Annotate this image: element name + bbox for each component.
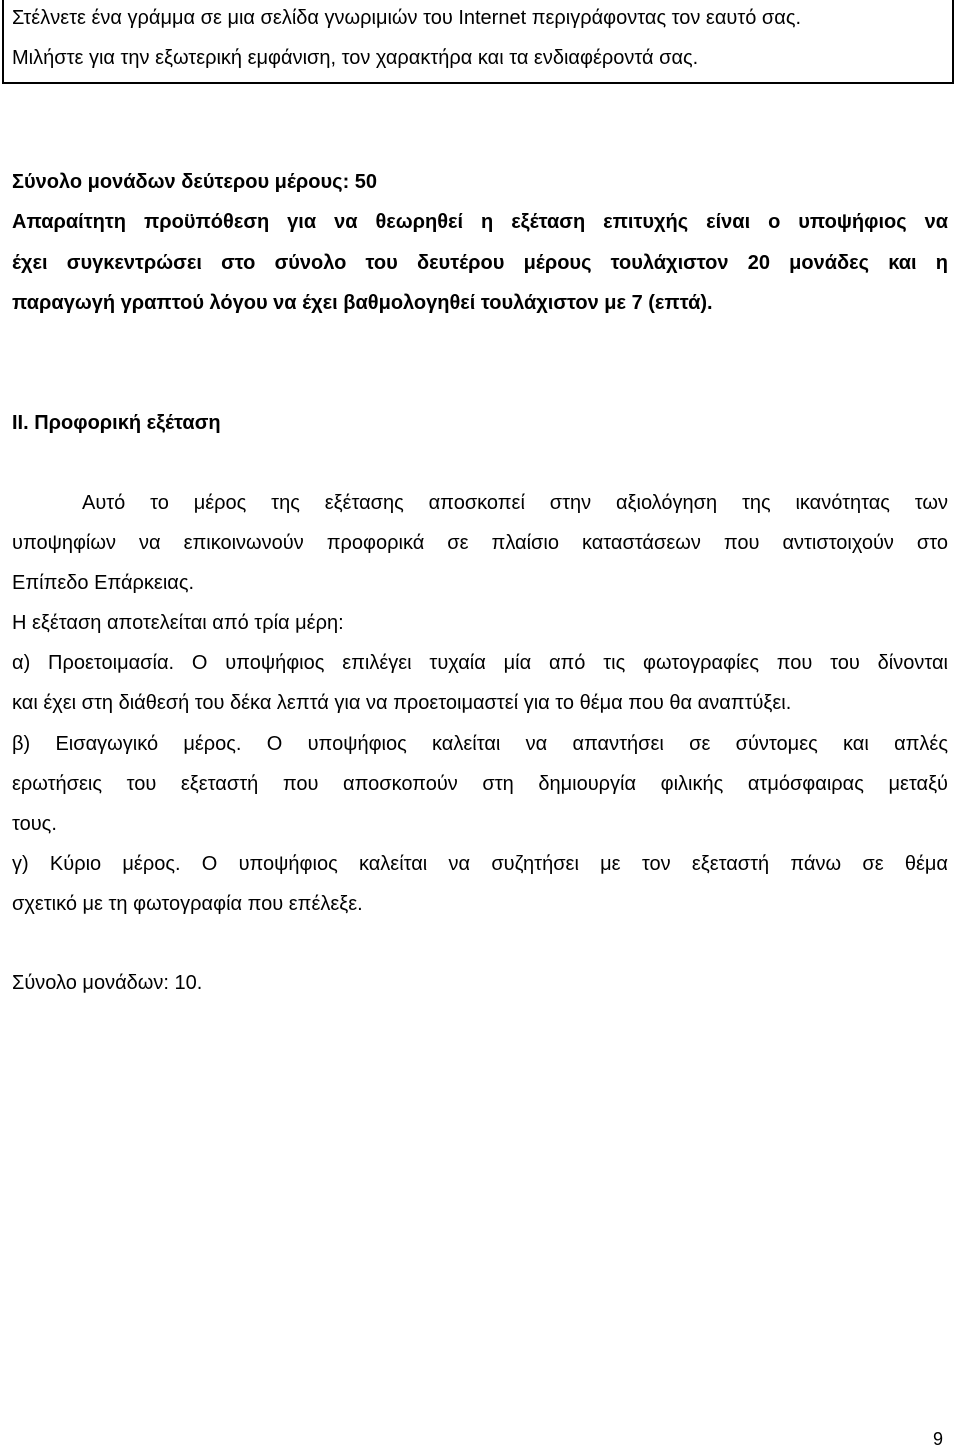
part-b-line-1: β) Εισαγωγικό μέρος. Ο υποψήφιος καλείται να απαντήσει σε σύντομες και απλές (12, 733, 948, 755)
oral-intro-line-1: Αυτό το μέρος της εξέτασης αποσκοπεί στην αξιολόγηση της ικανότητας των (82, 492, 948, 514)
part-c-line-1: γ) Κύριο μέρος. Ο υποψήφιος καλείται να συζητήσει με τον εξεταστή πάνω σε θέμα (12, 853, 948, 875)
writing-task-line-2: Μιλήστε για την εξωτερική εμφάνιση, τον χαρακτήρα και τα ενδιαφέροντά σας. (12, 47, 699, 69)
pass-condition-line-3: παραγωγή γραπτού λόγου να έχει βαθμολογηθεί τουλάχιστον με 7 (επτά). (12, 292, 713, 314)
oral-intro-line-3: Επίπεδο Επάρκειας. (12, 572, 195, 594)
page-number: 9 (933, 1429, 944, 1449)
part-b-line-3: τους. (12, 813, 57, 835)
part-a-line-2: και έχει στη διάθεσή του δέκα λεπτά για να προετοιμαστεί για το θέμα που θα αναπτύξει. (12, 692, 792, 714)
part-c-line-2: σχετικό με τη φωτογραφία που επέλεξε. (12, 893, 363, 915)
oral-parts-intro: Η εξέταση αποτελείται από τρία μέρη: (12, 612, 344, 634)
pass-condition-line-1: Απαραίτητη προϋπόθεση για να θεωρηθεί η εξέταση επιτυχής είναι ο υποψήφιος να (12, 211, 948, 233)
part-a-line-1: α) Προετοιμασία. Ο υποψήφιος επιλέγει τυχαία μία από τις φωτογραφίες που του δίνονται (12, 652, 948, 674)
oral-intro-line-2: υποψηφίων να επικοινωνούν προφορικά σε πλαίσιο καταστάσεων που αντιστοιχούν στο (12, 532, 948, 554)
part2-total-points: Σύνολο μονάδων δεύτερου μέρους: 50 (12, 171, 378, 193)
part-b-line-2: ερωτήσεις του εξεταστή που αποσκοπούν στη δημιουργία φιλικής ατμόσφαιρας μεταξύ (12, 773, 948, 795)
oral-total-points: Σύνολο μονάδων: 10. (12, 972, 203, 994)
writing-task-line-1: Στέλνετε ένα γράμμα σε μια σελίδα γνωριμιών του Internet περιγράφοντας τον εαυτό σας. (12, 7, 802, 29)
pass-condition-line-2: έχει συγκεντρώσει στο σύνολο του δευτέρου μέρους τουλάχιστον 20 μονάδες και η (12, 252, 948, 274)
oral-exam-heading: II. Προφορική εξέταση (12, 412, 221, 434)
